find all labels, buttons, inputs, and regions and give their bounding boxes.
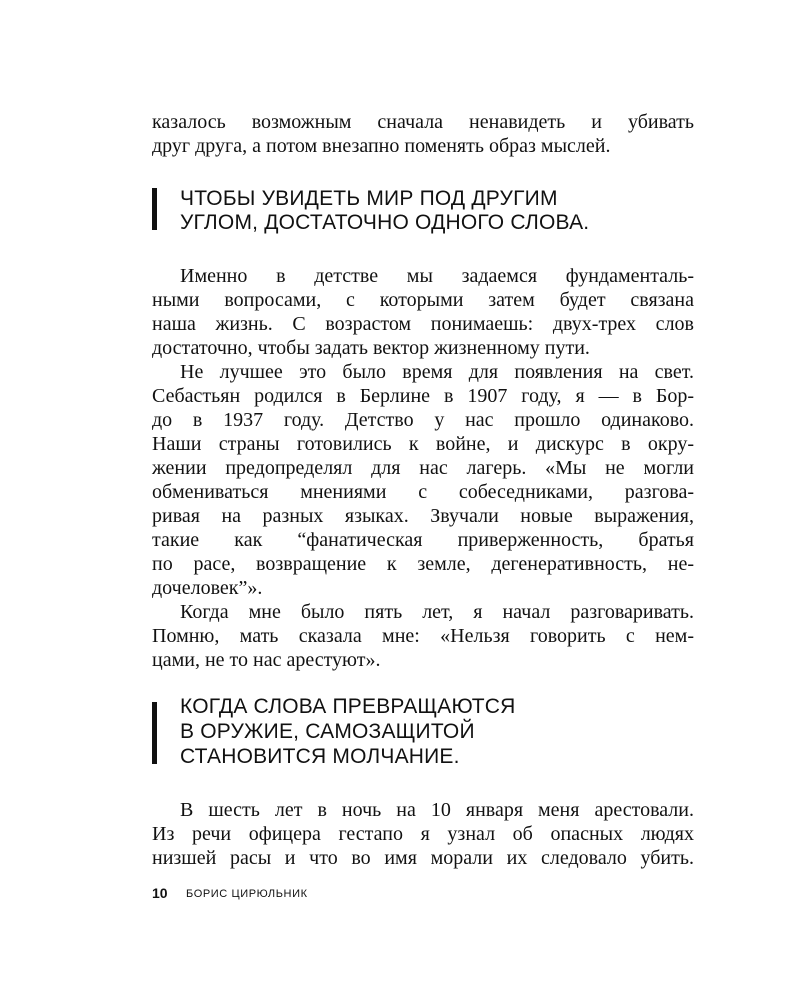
body-text-line: ными вопросами, с которыми затем будет связана: [152, 289, 694, 311]
body-text-line: Из речи офицера гестапо я узнал об опасных людях: [152, 823, 694, 845]
body-text-line: наша жизнь. С возрастом понимаешь: двух-трех слов: [152, 313, 694, 335]
body-text-line: Себастьян родился в Берлине в 1907 году, я — в Бор-: [152, 385, 694, 407]
running-footer-author: БОРИС ЦИРЮЛЬНИК: [186, 888, 308, 900]
body-text-line: дочеловек”».: [152, 577, 263, 599]
pullquote-line: КОГДА СЛОВА ПРЕВРАЩАЮТСЯ: [180, 695, 516, 718]
body-text-line: по расе, возвращение к земле, дегенеративность, не-: [152, 553, 694, 575]
body-text-line: друг друга, а потом внезапно поменять образ мыслей.: [152, 135, 611, 157]
body-text-line: Наши страны готовились к войне, и дискурс в окру-: [152, 433, 694, 455]
pullquote-line: ЧТОБЫ УВИДЕТЬ МИР ПОД ДРУГИМ: [180, 187, 558, 210]
body-text-line: ривая на разных языках. Звучали новые выражения,: [152, 505, 694, 527]
body-text-line: Когда мне было пять лет, я начал разговаривать.: [180, 601, 694, 623]
pullquote-line: В ОРУЖИЕ, САМОЗАЩИТОЙ: [180, 720, 475, 743]
body-text-line: Помню, мать сказала мне: «Нельзя говорить с нем-: [152, 625, 694, 647]
body-text-line: обмениваться мнениями с собеседниками, разгова-: [152, 481, 694, 503]
body-text-line: В шесть лет в ночь на 10 января меня арестовали.: [180, 799, 694, 821]
pullquote-bar: [152, 702, 157, 764]
pullquote-line: СТАНОВИТСЯ МОЛЧАНИЕ.: [180, 745, 460, 768]
body-text-line: жении предопределял для нас лагерь. «Мы не могли: [152, 457, 694, 479]
body-text-line: до в 1937 году. Детство у нас прошло одинаково.: [152, 409, 694, 431]
page-number: 10: [152, 885, 168, 901]
body-text-line: достаточно, чтобы задать вектор жизненному пути.: [152, 337, 590, 359]
pullquote-bar: [152, 188, 157, 230]
body-text-line: такие как “фанатическая приверженность, братья: [152, 529, 694, 551]
body-text-line: Не лучшее это было время для появления на свет.: [180, 361, 694, 383]
body-text-line: цами, не то нас арестуют».: [152, 649, 381, 671]
body-text-line: казалось возможным сначала ненавидеть и убивать: [152, 111, 694, 133]
body-text-line: низшей расы и что во имя морали их следовало убить.: [152, 847, 694, 869]
pullquote-line: УГЛОМ, ДОСТАТОЧНО ОДНОГО СЛОВА.: [180, 211, 590, 234]
body-text-line: Именно в детстве мы задаемся фундаменталь-: [180, 265, 694, 287]
